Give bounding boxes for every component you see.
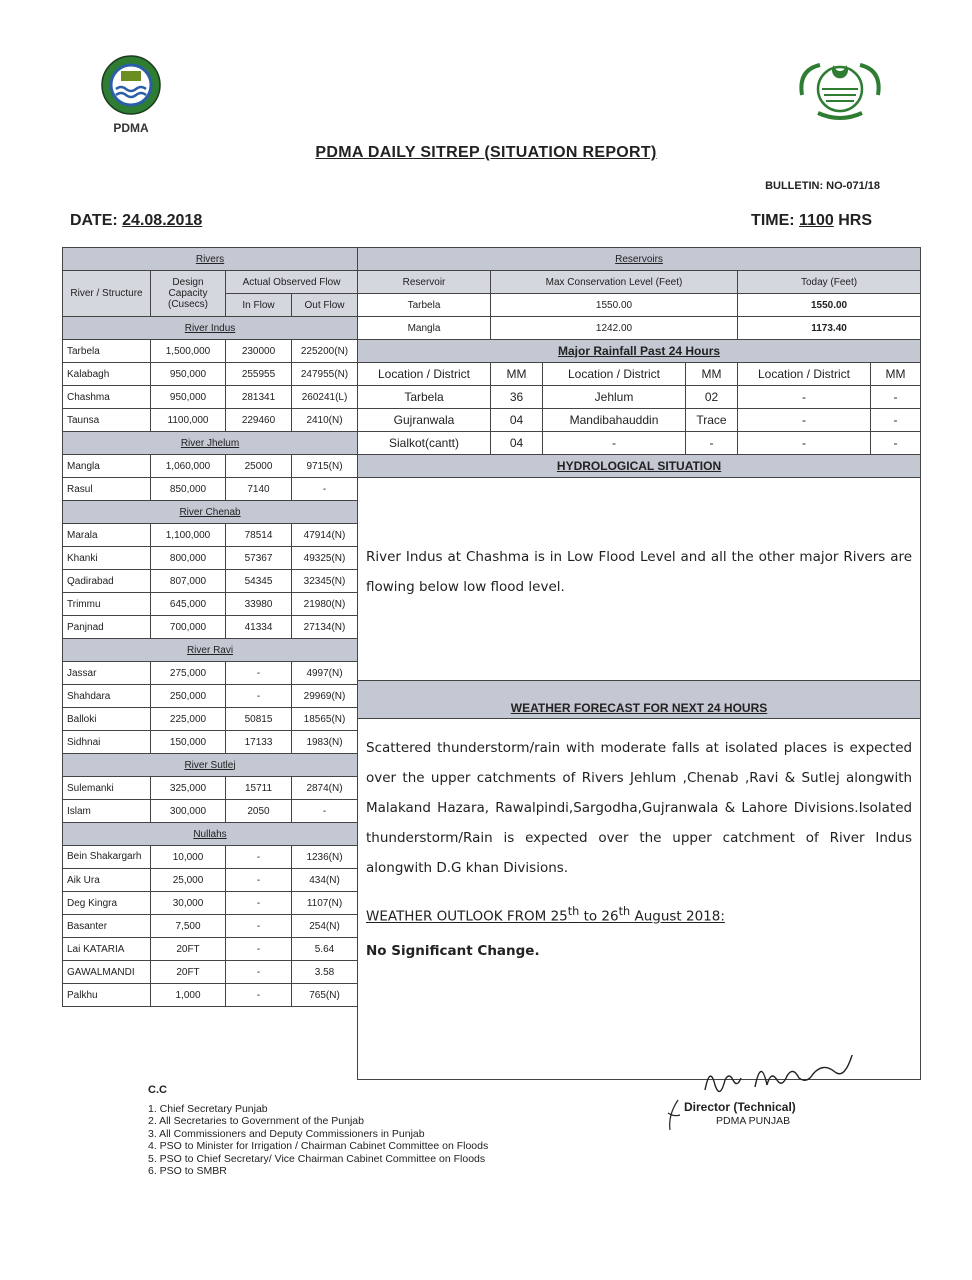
report-title: PDMA DAILY SITREP (SITUATION REPORT) <box>315 144 657 161</box>
cc-item: 1. Chief Secretary Punjab <box>148 1102 268 1115</box>
rain-location: - <box>738 386 871 409</box>
rainfall-row <box>358 386 921 409</box>
pdma-logo-text: PDMA <box>113 121 149 135</box>
inflow-value: 33980 <box>226 593 292 616</box>
structure-name: Jassar <box>63 662 151 685</box>
structure-name: Lai KATARIA <box>63 938 151 961</box>
rain-mm: Trace <box>686 409 738 432</box>
outflow-value: 4997(N) <box>292 662 358 685</box>
inflow-value: 281341 <box>226 386 292 409</box>
col-max-level: Max Conservation Level (Feet) <box>491 271 738 294</box>
inflow-value: - <box>226 984 292 1007</box>
design-capacity: 1,100,000 <box>151 524 226 547</box>
cc-item: 3. All Commissioners and Deputy Commissioners in Punjab <box>148 1127 425 1140</box>
forecast-title: WEATHER FORECAST FOR NEXT 24 HOURS <box>358 681 921 719</box>
design-capacity: 20FT <box>151 938 226 961</box>
date-label: DATE: <box>70 212 118 229</box>
rain-location: Jehlum <box>543 386 686 409</box>
outflow-value: 3.58 <box>292 961 358 984</box>
inflow-value: 57367 <box>226 547 292 570</box>
cc-item: 4. PSO to Minister for Irrigation / Chairman Cabinet Committee on Floods <box>148 1140 489 1152</box>
rivers-table <box>62 247 358 1007</box>
structure-name: Basanter <box>63 915 151 938</box>
time-value: 1100 <box>799 212 834 229</box>
outflow-value: 32345(N) <box>292 570 358 593</box>
rivers-title: Rivers <box>63 248 358 271</box>
col-location: Location / District <box>543 363 686 386</box>
report-date <box>70 212 202 230</box>
table-row <box>63 409 358 432</box>
table-row <box>63 386 358 409</box>
structure-name: GAWALMANDI <box>63 961 151 984</box>
report-time <box>751 212 872 230</box>
bulletin-number: BULLETIN: NO-071/18 <box>765 180 880 192</box>
rain-mm: 04 <box>491 409 543 432</box>
structure-name: Deg Kingra <box>63 892 151 915</box>
table-row <box>63 340 358 363</box>
reservoirs-table <box>357 247 921 1080</box>
table-row <box>63 800 358 823</box>
design-capacity: 700,000 <box>151 616 226 639</box>
cc-title: C.C <box>148 1084 167 1096</box>
rain-mm: - <box>871 386 921 409</box>
structure-name: Khanki <box>63 547 151 570</box>
design-capacity: 645,000 <box>151 593 226 616</box>
inflow-value: 2050 <box>226 800 292 823</box>
structure-name: Tarbela <box>63 340 151 363</box>
col-structure: River / Structure <box>63 271 151 317</box>
table-row <box>63 685 358 708</box>
inflow-value: 78514 <box>226 524 292 547</box>
forecast-cell <box>358 719 921 1080</box>
outflow-value: 29969(N) <box>292 685 358 708</box>
reservoir-max: 1242.00 <box>491 317 738 340</box>
outflow-value: 2410(N) <box>292 409 358 432</box>
structure-name: Qadirabad <box>63 570 151 593</box>
inflow-value: 7140 <box>226 478 292 501</box>
rain-mm: 02 <box>686 386 738 409</box>
outflow-value: 434(N) <box>292 869 358 892</box>
rain-location: - <box>543 432 686 455</box>
table-row <box>63 593 358 616</box>
design-capacity: 20FT <box>151 961 226 984</box>
inflow-value: - <box>226 685 292 708</box>
outflow-value: 49325(N) <box>292 547 358 570</box>
reservoir-today: 1173.40 <box>738 317 921 340</box>
design-capacity: 1,500,000 <box>151 340 226 363</box>
outflow-value: 247955(N) <box>292 363 358 386</box>
inflow-value: - <box>226 938 292 961</box>
table-row <box>63 777 358 800</box>
col-mm: MM <box>686 363 738 386</box>
table-row <box>63 915 358 938</box>
design-capacity: 950,000 <box>151 386 226 409</box>
design-capacity: 25,000 <box>151 869 226 892</box>
col-location: Location / District <box>738 363 871 386</box>
design-capacity: 30,000 <box>151 892 226 915</box>
table-row <box>63 984 358 1007</box>
reservoir-name: Tarbela <box>358 294 491 317</box>
outflow-value: 47914(N) <box>292 524 358 547</box>
outflow-value: 1107(N) <box>292 892 358 915</box>
structure-name: Bein Shakargarh <box>63 846 151 869</box>
hydro-title: HYDROLOGICAL SITUATION <box>358 455 921 478</box>
reservoir-row <box>358 294 921 317</box>
outflow-value: 21980(N) <box>292 593 358 616</box>
col-today: Today (Feet) <box>738 271 921 294</box>
inflow-value: 25000 <box>226 455 292 478</box>
cc-item: 6. PSO to SMBR <box>148 1165 227 1177</box>
table-row <box>63 363 358 386</box>
outflow-value: 225200(N) <box>292 340 358 363</box>
cc-list <box>148 1084 488 1178</box>
design-capacity: 275,000 <box>151 662 226 685</box>
inflow-value: 17133 <box>226 731 292 754</box>
reservoirs-title: Reservoirs <box>358 248 921 271</box>
table-row <box>63 616 358 639</box>
structure-name: Sidhnai <box>63 731 151 754</box>
pdma-logo <box>96 55 166 135</box>
river-section-title: River Jhelum <box>63 432 358 455</box>
inflow-value: - <box>226 961 292 984</box>
structure-name: Marala <box>63 524 151 547</box>
structure-name: Trimmu <box>63 593 151 616</box>
design-capacity: 1,060,000 <box>151 455 226 478</box>
table-row <box>63 961 358 984</box>
rain-location: Gujranwala <box>358 409 491 432</box>
time-unit: HRS <box>838 212 872 229</box>
design-capacity: 807,000 <box>151 570 226 593</box>
rain-mm: - <box>871 432 921 455</box>
outflow-value: - <box>292 800 358 823</box>
hydro-text: River Indus at Chashma is in Low Flood Level and all the other major Rivers are flowing below low flood level. <box>358 478 921 681</box>
col-inflow: In Flow <box>226 294 292 317</box>
col-capacity: Design Capacity (Cusecs) <box>151 271 226 317</box>
table-row <box>63 708 358 731</box>
outlook-text: No Significant Change. <box>366 942 540 959</box>
rain-mm: - <box>871 409 921 432</box>
outflow-value: 260241(L) <box>292 386 358 409</box>
design-capacity: 950,000 <box>151 363 226 386</box>
time-label: TIME: <box>751 212 795 229</box>
outlook-title: WEATHER OUTLOOK FROM 25th to 26th August 2018: <box>366 905 725 925</box>
inflow-value: 255955 <box>226 363 292 386</box>
table-row <box>63 455 358 478</box>
rain-location: Tarbela <box>358 386 491 409</box>
design-capacity: 7,500 <box>151 915 226 938</box>
col-mm: MM <box>491 363 543 386</box>
table-row <box>63 662 358 685</box>
table-row <box>63 869 358 892</box>
inflow-value: 230000 <box>226 340 292 363</box>
design-capacity: 800,000 <box>151 547 226 570</box>
inflow-value: 229460 <box>226 409 292 432</box>
signatory-org: PDMA PUNJAB <box>716 1115 791 1127</box>
reservoir-today: 1550.00 <box>738 294 921 317</box>
inflow-value: - <box>226 915 292 938</box>
table-row <box>63 892 358 915</box>
cc-item: 5. PSO to Chief Secretary/ Vice Chairman Cabinet Committee on Floods <box>148 1152 486 1165</box>
signatory-title: Director (Technical) <box>684 1100 796 1114</box>
table-row <box>63 524 358 547</box>
signature <box>660 1055 900 1140</box>
date-value: 24.08.2018 <box>122 212 203 229</box>
structure-name: Sulemanki <box>63 777 151 800</box>
structure-name: Taunsa <box>63 409 151 432</box>
outflow-value: 18565(N) <box>292 708 358 731</box>
rainfall-title: Major Rainfall Past 24 Hours <box>358 340 921 363</box>
table-row <box>63 547 358 570</box>
structure-name: Rasul <box>63 478 151 501</box>
outflow-value: 2874(N) <box>292 777 358 800</box>
structure-name: Chashma <box>63 386 151 409</box>
reservoir-name: Mangla <box>358 317 491 340</box>
reservoir-max: 1550.00 <box>491 294 738 317</box>
outflow-value: 254(N) <box>292 915 358 938</box>
inflow-value: 41334 <box>226 616 292 639</box>
outflow-value: 5.64 <box>292 938 358 961</box>
rain-location: Mandibahauddin <box>543 409 686 432</box>
design-capacity: 300,000 <box>151 800 226 823</box>
design-capacity: 850,000 <box>151 478 226 501</box>
inflow-value: 15711 <box>226 777 292 800</box>
col-outflow: Out Flow <box>292 294 358 317</box>
col-reservoir: Reservoir <box>358 271 491 294</box>
inflow-value: - <box>226 869 292 892</box>
rain-mm: 36 <box>491 386 543 409</box>
design-capacity: 325,000 <box>151 777 226 800</box>
outflow-value: 1983(N) <box>292 731 358 754</box>
design-capacity: 150,000 <box>151 731 226 754</box>
forecast-text: Scattered thunderstorm/rain with moderate falls at isolated places is expected over the upper catchments of Rivers Jehlum ,Chenab ,Ravi & Sutlej alongwith Malakand Hazara, Rawalpindi,Sargodha,Gujranwala & Lahore Divisions.Isolated thunderstorm/Rain is expected over the upper catchment of River Indus alongwith D.G khan Divisions. <box>366 740 913 876</box>
col-actual-flow: Actual Observed Flow <box>226 271 358 294</box>
river-section-title: Nullahs <box>63 823 358 846</box>
inflow-value: - <box>226 846 292 869</box>
structure-name: Shahdara <box>63 685 151 708</box>
rain-location: - <box>738 432 871 455</box>
inflow-value: - <box>226 892 292 915</box>
river-section-title: River Sutlej <box>63 754 358 777</box>
inflow-value: - <box>226 662 292 685</box>
structure-name: Palkhu <box>63 984 151 1007</box>
river-section-title: River Indus <box>63 317 358 340</box>
design-capacity: 1100,000 <box>151 409 226 432</box>
design-capacity: 250,000 <box>151 685 226 708</box>
outflow-value: 9715(N) <box>292 455 358 478</box>
rainfall-row <box>358 409 921 432</box>
inflow-value: 50815 <box>226 708 292 731</box>
table-row <box>63 938 358 961</box>
table-row <box>63 478 358 501</box>
table-row <box>63 570 358 593</box>
inflow-value: 54345 <box>226 570 292 593</box>
river-section-title: River Ravi <box>63 639 358 662</box>
outflow-value: - <box>292 478 358 501</box>
structure-name: Kalabagh <box>63 363 151 386</box>
structure-name: Balloki <box>63 708 151 731</box>
design-capacity: 1,000 <box>151 984 226 1007</box>
table-row <box>63 731 358 754</box>
structure-name: Islam <box>63 800 151 823</box>
table-row <box>63 846 358 869</box>
rain-mm: - <box>686 432 738 455</box>
outflow-value: 765(N) <box>292 984 358 1007</box>
rain-location: Sialkot(cantt) <box>358 432 491 455</box>
structure-name: Mangla <box>63 455 151 478</box>
design-capacity: 10,000 <box>151 846 226 869</box>
col-mm: MM <box>871 363 921 386</box>
cc-item: 2. All Secretaries to Government of the Punjab <box>148 1115 364 1127</box>
rain-mm: 04 <box>491 432 543 455</box>
structure-name: Aik Ura <box>63 869 151 892</box>
river-section-title: River Chenab <box>63 501 358 524</box>
outflow-value: 1236(N) <box>292 846 358 869</box>
rainfall-row <box>358 432 921 455</box>
outflow-value: 27134(N) <box>292 616 358 639</box>
reservoir-row <box>358 317 921 340</box>
rain-location: - <box>738 409 871 432</box>
design-capacity: 225,000 <box>151 708 226 731</box>
col-location: Location / District <box>358 363 491 386</box>
structure-name: Panjnad <box>63 616 151 639</box>
punjab-emblem <box>792 55 888 125</box>
